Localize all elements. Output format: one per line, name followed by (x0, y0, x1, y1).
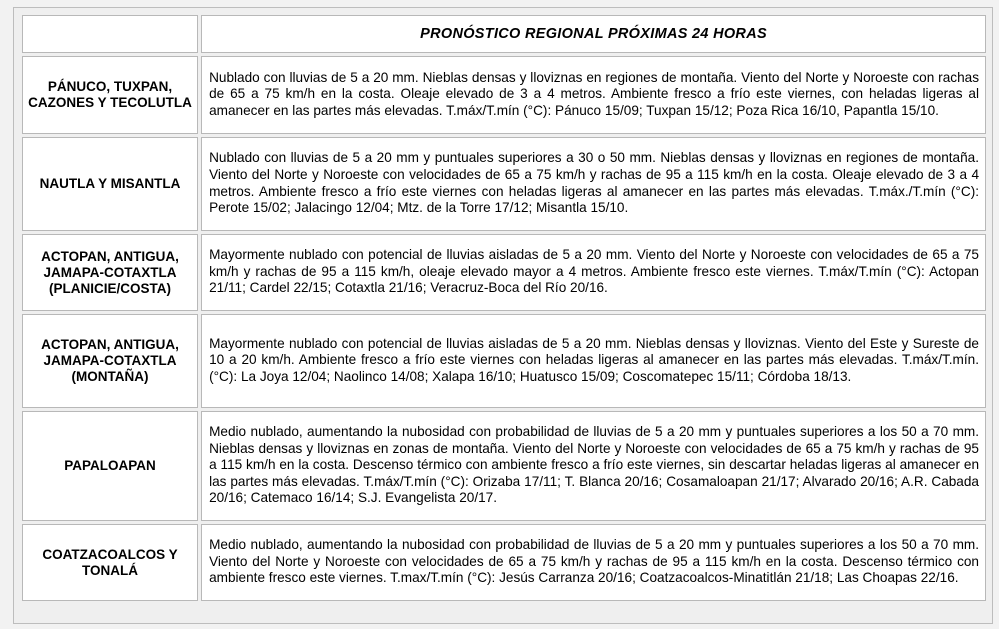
header-empty-cell (22, 15, 198, 53)
forecast-text: Nublado con lluvias de 5 a 20 mm y puntuales superiores a 30 o 50 mm. Nieblas densas y lloviznas en regiones de montaña. Viento del Norte y Noroeste con velocidades de 65 a 75 km/h y rachas de 95 a 115 km/h en la costa. Oleaje elevado de 3 a 4 metros. Ambiente fresco a frío este viernes con heladas ligeras al amanecer en las partes más elevadas. T.máx./T.mín (°C): Perote 15/02; Jalacingo 12/04; Mtz. de la Torre 17/12; Misantla 15/10. (201, 137, 986, 231)
table-row (22, 314, 986, 408)
table-row (22, 234, 986, 311)
region-name: PAPALOAPAN (22, 411, 198, 521)
region-name: PÁNUCO, TUXPAN, CAZONES Y TECOLUTLA (22, 56, 198, 134)
table-row (22, 411, 986, 521)
forecast-text: Mayormente nublado con potencial de lluvias aisladas de 5 a 20 mm. Viento del Norte y Noroeste con velocidades de 65 a 75 km/h y rachas de 95 a 115 km/h, oleaje elevado mayor a 4 metros. Ambiente fresco este viernes. T.máx/T.mín (°C): Actopan 21/11; Cardel 22/15; Cotaxtla 21/16; Veracruz-Boca del Río 20/16. (201, 234, 986, 311)
region-name: ACTOPAN, ANTIGUA, JAMAPA-COTAXTLA (MONTAÑA) (22, 314, 198, 408)
table-row (22, 137, 986, 231)
table-row (22, 524, 986, 601)
forecast-text: Medio nublado, aumentando la nubosidad con probabilidad de lluvias de 5 a 20 mm y puntuales superiores a los 50 a 70 mm. Nieblas densas y lloviznas en zonas de montaña. Viento del Norte y Noroeste con velocidades de 65 a 75 km/h y rachas de 95 a 115 km/h en la costa. Descenso térmico con ambiente fresco a frío este viernes, sin descartar heladas ligeras al amanecer en las partes más elevadas. T.máx/T.mín (°C): Orizaba 17/11; T. Blanca 20/16; Cosamaloapan 21/17; Alvarado 20/16; A.R. Cabada 20/16; Catemaco 16/14; S.J. Evangelista 20/17. (201, 411, 986, 521)
region-name: NAUTLA Y MISANTLA (22, 137, 198, 231)
table-header-row (22, 15, 986, 53)
table-title: PRONÓSTICO REGIONAL PRÓXIMAS 24 HORAS (201, 15, 986, 53)
region-name: ACTOPAN, ANTIGUA, JAMAPA-COTAXTLA (PLANICIE/COSTA) (22, 234, 198, 311)
table-row (22, 56, 986, 134)
forecast-text: Mayormente nublado con potencial de lluvias aisladas de 5 a 20 mm. Nieblas densas y lloviznas. Viento del Este y Sureste de 10 a 20 km/h. Ambiente fresco a frío este viernes con heladas ligeras al amanecer en las partes más elevadas. T.máx/T.mín. (°C): La Joya 12/04; Naolinco 14/08; Xalapa 16/10; Huatusco 15/09; Coscomatepec 15/11; Córdoba 18/13. (201, 314, 986, 408)
region-name: COATZACOALCOS Y TONALÁ (22, 524, 198, 601)
forecast-text: Nublado con lluvias de 5 a 20 mm. Nieblas densas y lloviznas en regiones de montaña. Viento del Norte y Noroeste con rachas de 65 a 75 km/h en la costa. Oleaje elevado de 3 a 4 metros. Ambiente fresco a frío este viernes, con heladas ligeras al amanecer en las partes más elevadas. T.máx/T.mín (°C): Pánuco 15/09; Tuxpan 15/12; Poza Rica 16/10, Papantla 15/10. (201, 56, 986, 134)
regional-forecast-table (19, 12, 989, 604)
forecast-text: Medio nublado, aumentando la nubosidad con probabilidad de lluvias de 5 a 20 mm y puntuales superiores a los 50 a 70 mm. Viento del Norte y Noroeste con velocidades de 65 a 75 km/h y rachas de 95 a 115 km/h en la costa. Descenso térmico con ambiente fresco este viernes. T.max/T.mín (°C): Jesús Carranza 20/16; Coatzacoalcos-Minatitlán 21/18; Las Choapas 22/16. (201, 524, 986, 601)
